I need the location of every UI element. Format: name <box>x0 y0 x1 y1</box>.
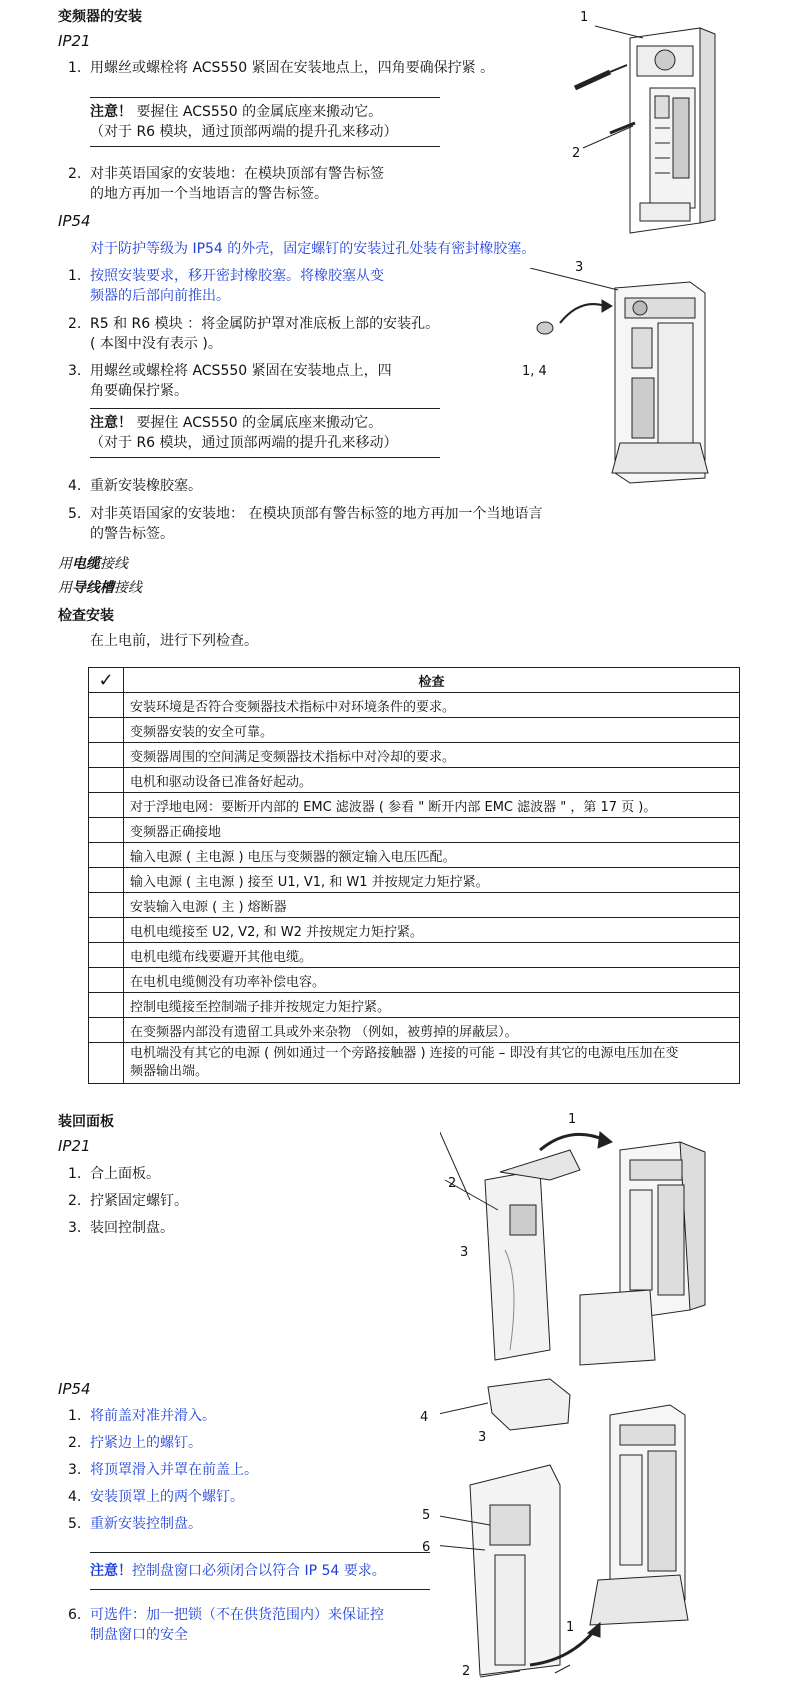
table-row: 在电机电缆侧没有功率补偿电容。 <box>89 968 740 993</box>
ip54-mounting-figure <box>520 268 740 498</box>
checkbox-cell[interactable] <box>89 893 124 918</box>
cover-ip54-heading: IP54 <box>58 1380 91 1398</box>
table-row: 变频器正确接地 <box>89 818 740 843</box>
fig4-label-1: 1 <box>566 1620 575 1635</box>
fig4-label-5: 5 <box>422 1508 431 1523</box>
cover-title: 装回面板 <box>58 1114 114 1130</box>
fig3-label-3: 3 <box>460 1245 469 1260</box>
checklist-header-row <box>89 668 740 693</box>
table-row: 输入电源 ( 主电源 ) 电压与变频器的额定输入电压匹配。 <box>89 843 740 868</box>
table-row: 电机和驱动设备已准备好起动。 <box>89 768 740 793</box>
table-row: 电机端没有其它的电源 ( 例如通过一个旁路接触器 ) 连接的可能 – 即没有其它的电源电压加在变 频器输出端。 <box>89 1043 740 1084</box>
ip21-mounting-figure <box>555 8 745 238</box>
fig2-label-3: 3 <box>575 260 584 275</box>
checkbox-cell[interactable] <box>89 868 124 893</box>
wiring-conduit-link[interactable]: 用导线槽接线 <box>58 580 142 596</box>
table-row: 电机电缆接至 U2, V2, 和 W2 并按规定力矩拧紧。 <box>89 918 740 943</box>
checkbox-cell[interactable] <box>89 968 124 993</box>
fig4-label-2: 2 <box>462 1664 471 1679</box>
checkbox-cell[interactable] <box>89 1018 124 1043</box>
cover-ip21-heading: IP21 <box>58 1137 91 1155</box>
fig2-label-1-4: 1, 4 <box>522 364 547 379</box>
check-intro: 在上电前，进行下列检查。 <box>90 633 258 649</box>
install-ip21-heading: IP21 <box>58 32 91 50</box>
table-row: 变频器周围的空间满足变频器技术指标中对冷却的要求。 <box>89 743 740 768</box>
checkbox-cell[interactable] <box>89 843 124 868</box>
table-row: 安装输入电源 ( 主 ) 熔断器 <box>89 893 740 918</box>
fig4-label-3: 3 <box>478 1430 487 1445</box>
checkbox-cell[interactable] <box>89 743 124 768</box>
fig4-label-6: 6 <box>422 1540 431 1555</box>
fig1-label-1: 1 <box>580 10 589 25</box>
wiring-cable-link[interactable]: 用电缆接线 <box>58 556 128 572</box>
table-row: 安装环境是否符合变频器技术指标中对环境条件的要求。 <box>89 693 740 718</box>
table-row: 电机电缆布线要避开其他电缆。 <box>89 943 740 968</box>
checkbox-cell[interactable] <box>89 1043 124 1084</box>
cover-ip54-note: 注意！控制盘窗口必须闭合以符合 IP 54 要求。 <box>90 1552 430 1590</box>
check-title: 检查安装 <box>58 608 114 624</box>
ip21-cover-figure <box>440 1110 745 1370</box>
table-row: 变频器安装的安全可靠。 <box>89 718 740 743</box>
checkbox-cell[interactable] <box>89 793 124 818</box>
fig4-label-4: 4 <box>420 1410 429 1425</box>
checkbox-cell[interactable] <box>89 943 124 968</box>
checkbox-cell[interactable] <box>89 918 124 943</box>
table-row: 输入电源 ( 主电源 ) 接至 U1, V1, 和 W1 并按规定力矩拧紧。 <box>89 868 740 893</box>
install-ip54-intro: 对于防护等级为 IP54 的外壳，固定螺钉的安装过孔处装有密封橡胶塞。 <box>90 241 536 257</box>
checkbox-cell[interactable] <box>89 718 124 743</box>
ip54-cover-figure <box>440 1375 745 1680</box>
fig3-label-2: 2 <box>448 1176 457 1191</box>
fig3-label-1: 1 <box>568 1112 577 1127</box>
checkbox-cell[interactable] <box>89 768 124 793</box>
checkbox-cell[interactable] <box>89 993 124 1018</box>
table-row: 控制电缆接至控制端子排并按规定力矩拧紧。 <box>89 993 740 1018</box>
table-row: 在变频器内部没有遗留工具或外来杂物 （例如，被剪掉的屏蔽层）。 <box>89 1018 740 1043</box>
install-ip54-heading: IP54 <box>58 212 91 230</box>
install-ip21-note: 注意！ 要握住 ACS550 的金属底座来搬动它。 （对于 R6 模块，通过顶部两端的提升孔来移动） <box>90 97 440 147</box>
table-row: 对于浮地电网：要断开内部的 EMC 滤波器 ( 参看 " 断开内部 EMC 滤波器 " ，第 17 页 )。 <box>89 793 740 818</box>
checkbox-cell[interactable] <box>89 818 124 843</box>
fig1-label-2: 2 <box>572 146 581 161</box>
checklist-table <box>88 667 740 1084</box>
check-column-header: ✓ <box>89 668 124 693</box>
checkbox-cell[interactable] <box>89 693 124 718</box>
install-title: 变频器的安装 <box>58 9 142 25</box>
item-column-header: 检查 <box>124 668 740 693</box>
install-ip54-note: 注意！ 要握住 ACS550 的金属底座来搬动它。 （对于 R6 模块，通过顶部两端的提升孔来移动） <box>90 408 440 458</box>
